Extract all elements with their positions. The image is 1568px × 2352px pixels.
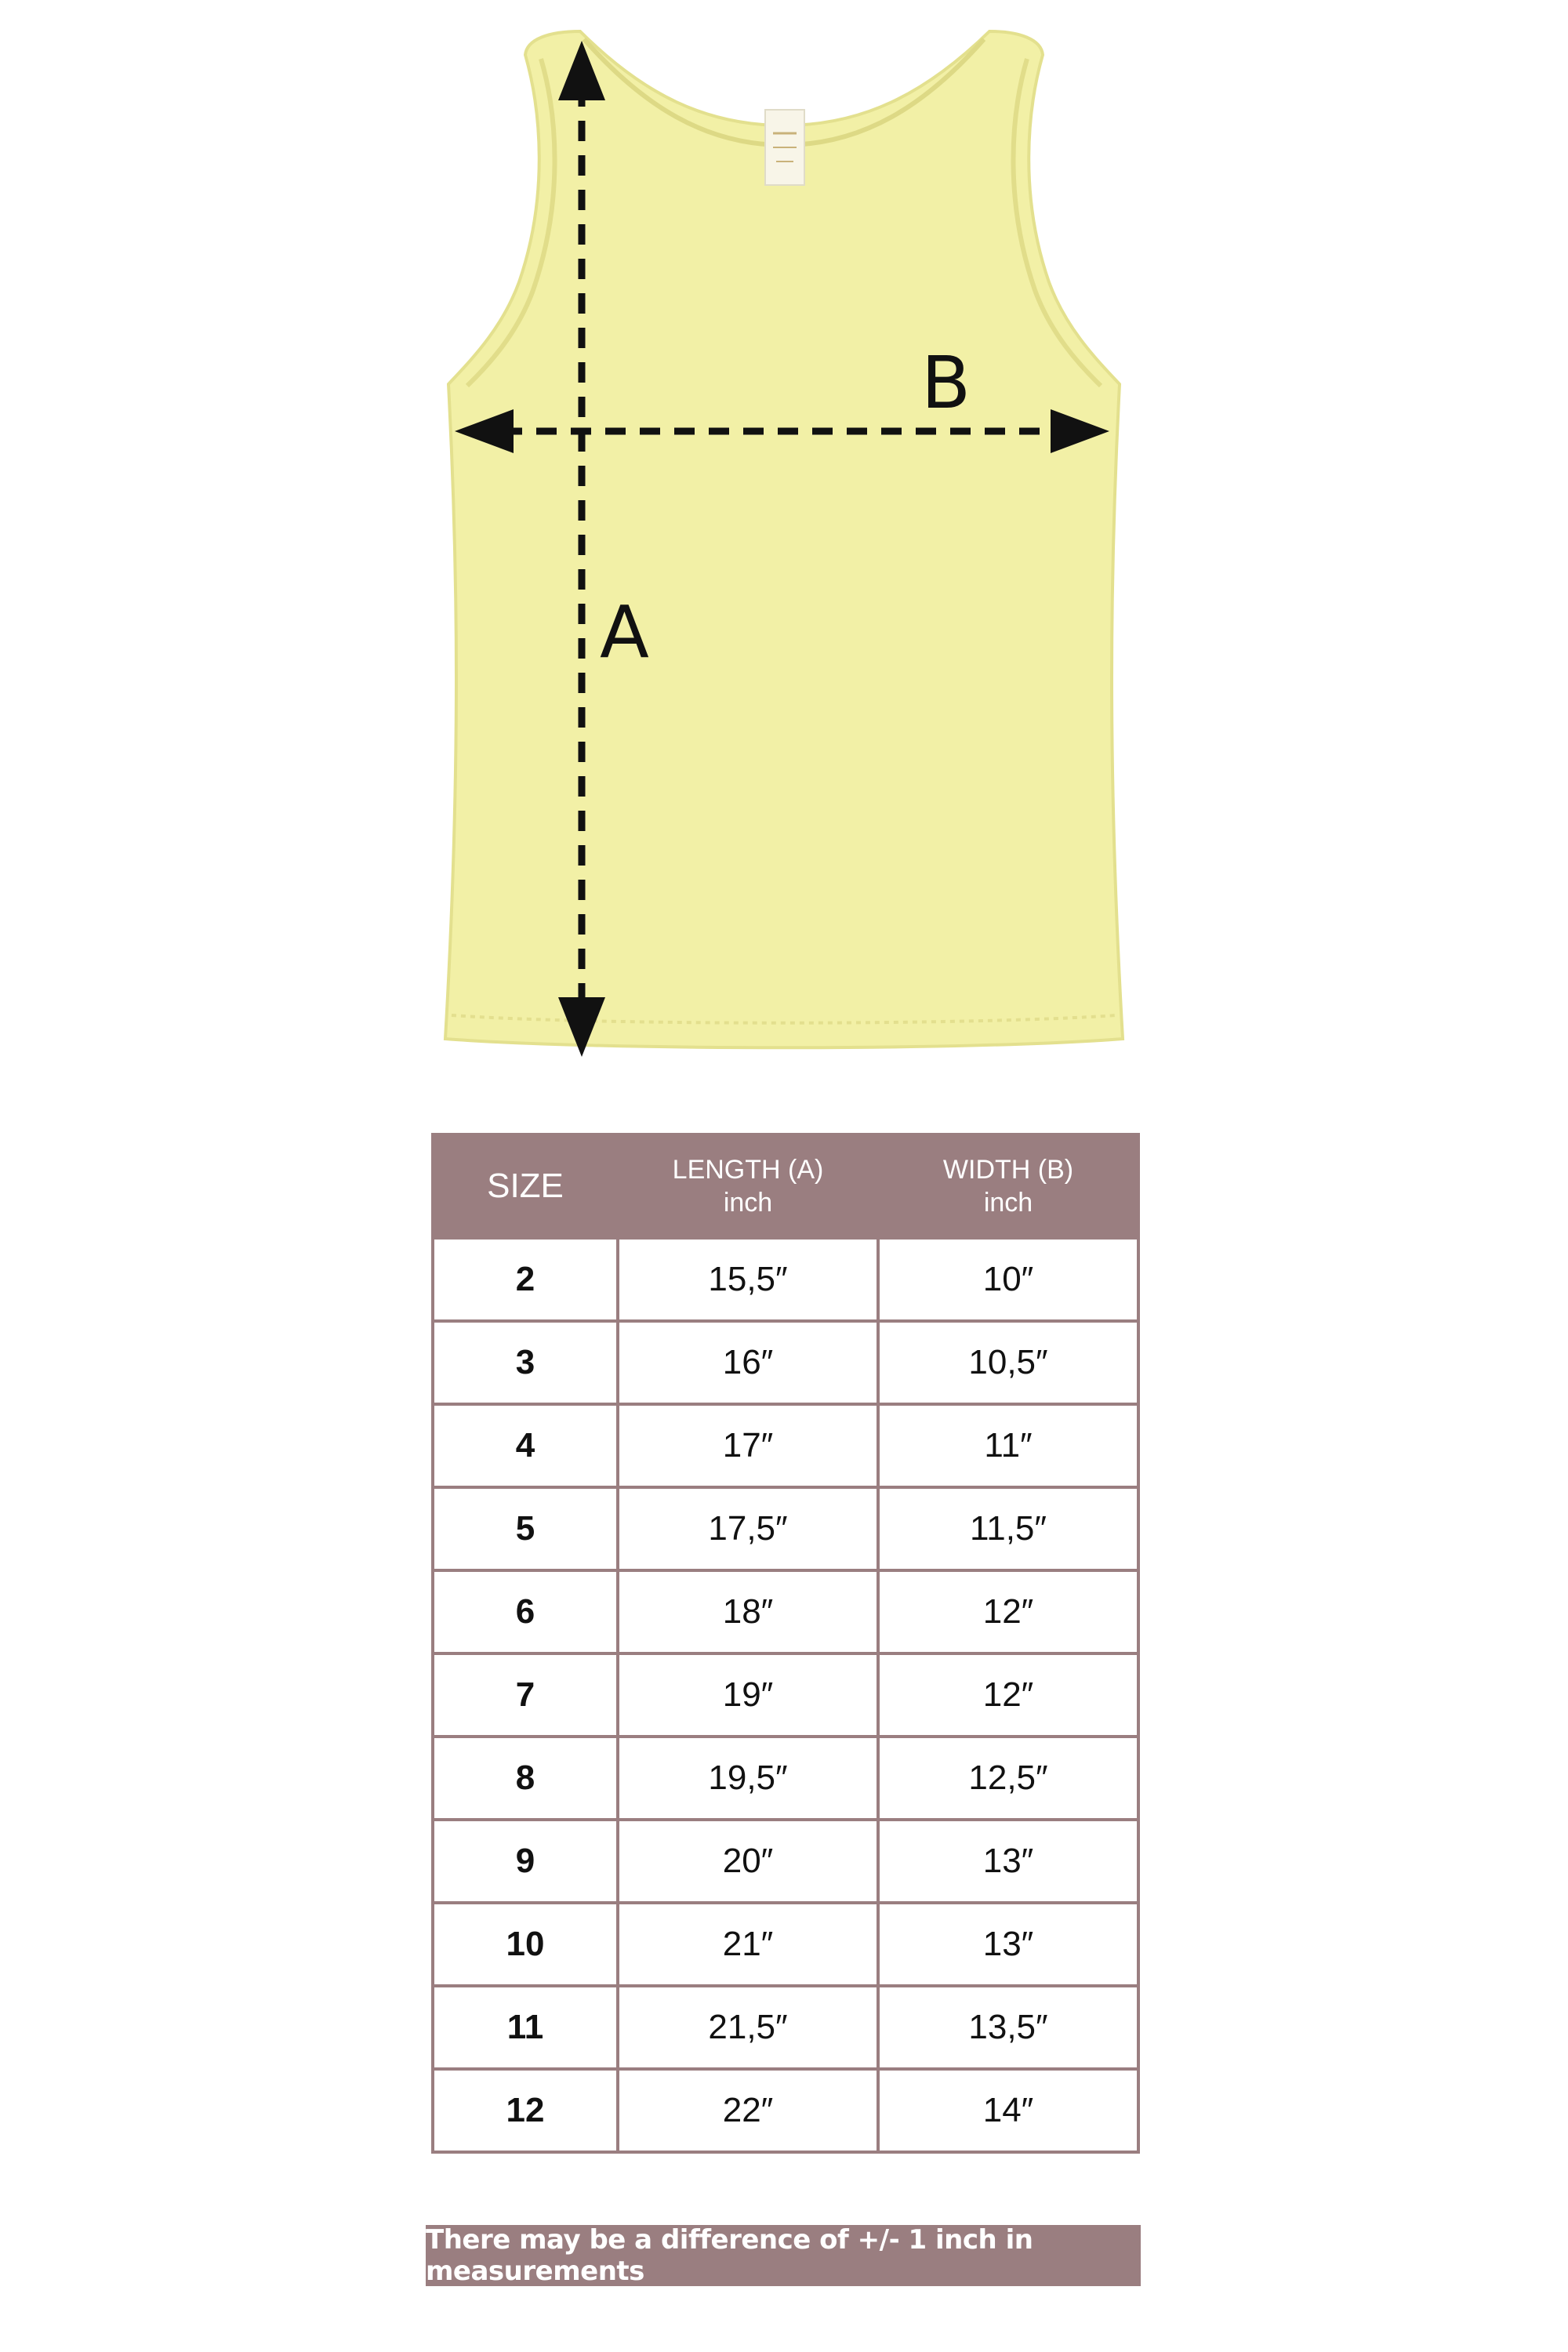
table-row xyxy=(433,1321,1138,1404)
width-label: B xyxy=(921,341,971,425)
measurement-note: There may be a difference of +/- 1 inch in measurements xyxy=(426,2225,1141,2286)
width-header-unit: inch xyxy=(983,1188,1033,1218)
length-cell: 22″ xyxy=(618,2069,878,2152)
width-cell: 11″ xyxy=(878,1404,1138,1487)
table-row xyxy=(433,2069,1138,2152)
size-column-header: SIZE xyxy=(433,1134,618,1238)
table-row xyxy=(433,1903,1138,1986)
width-cell: 11,5″ xyxy=(878,1487,1138,1570)
size-cell: 12 xyxy=(433,2069,618,2152)
width-cell: 12″ xyxy=(878,1570,1138,1653)
table-row xyxy=(433,1487,1138,1570)
length-cell: 16″ xyxy=(618,1321,878,1404)
size-cell: 5 xyxy=(433,1487,618,1570)
length-header-label: LENGTH (A) xyxy=(672,1155,824,1185)
size-cell: 4 xyxy=(433,1404,618,1487)
size-chart-table xyxy=(431,1133,1140,2154)
length-cell: 18″ xyxy=(618,1570,878,1653)
width-cell: 10″ xyxy=(878,1238,1138,1321)
tank-top-illustration xyxy=(0,0,1568,1082)
width-cell: 10,5″ xyxy=(878,1321,1138,1404)
length-cell: 17″ xyxy=(618,1404,878,1487)
length-header-unit: inch xyxy=(723,1188,773,1218)
width-cell: 12″ xyxy=(878,1653,1138,1737)
size-cell: 7 xyxy=(433,1653,618,1737)
length-column-header xyxy=(618,1134,878,1238)
width-cell: 13″ xyxy=(878,1820,1138,1903)
size-cell: 2 xyxy=(433,1238,618,1321)
table-row xyxy=(433,1570,1138,1653)
width-cell: 14″ xyxy=(878,2069,1138,2152)
width-cell: 13″ xyxy=(878,1903,1138,1986)
width-cell: 13,5″ xyxy=(878,1986,1138,2069)
length-cell: 19″ xyxy=(618,1653,878,1737)
length-cell: 15,5″ xyxy=(618,1238,878,1321)
size-cell: 10 xyxy=(433,1903,618,1986)
size-chart-header-row xyxy=(433,1134,1138,1238)
table-row xyxy=(433,1820,1138,1903)
table-row xyxy=(433,1653,1138,1737)
size-cell: 11 xyxy=(433,1986,618,2069)
length-label: A xyxy=(600,590,649,674)
length-cell: 17,5″ xyxy=(618,1487,878,1570)
table-row xyxy=(433,1986,1138,2069)
length-cell: 19,5″ xyxy=(618,1737,878,1820)
length-cell: 21″ xyxy=(618,1903,878,1986)
table-row xyxy=(433,1404,1138,1487)
width-header-label: WIDTH (B) xyxy=(942,1155,1074,1185)
width-column-header xyxy=(878,1134,1138,1238)
length-cell: 20″ xyxy=(618,1820,878,1903)
table-row xyxy=(433,1238,1138,1321)
length-cell: 21,5″ xyxy=(618,1986,878,2069)
size-cell: 9 xyxy=(433,1820,618,1903)
size-cell: 6 xyxy=(433,1570,618,1653)
width-cell: 12,5″ xyxy=(878,1737,1138,1820)
size-cell: 3 xyxy=(433,1321,618,1404)
table-row xyxy=(433,1737,1138,1820)
size-cell: 8 xyxy=(433,1737,618,1820)
